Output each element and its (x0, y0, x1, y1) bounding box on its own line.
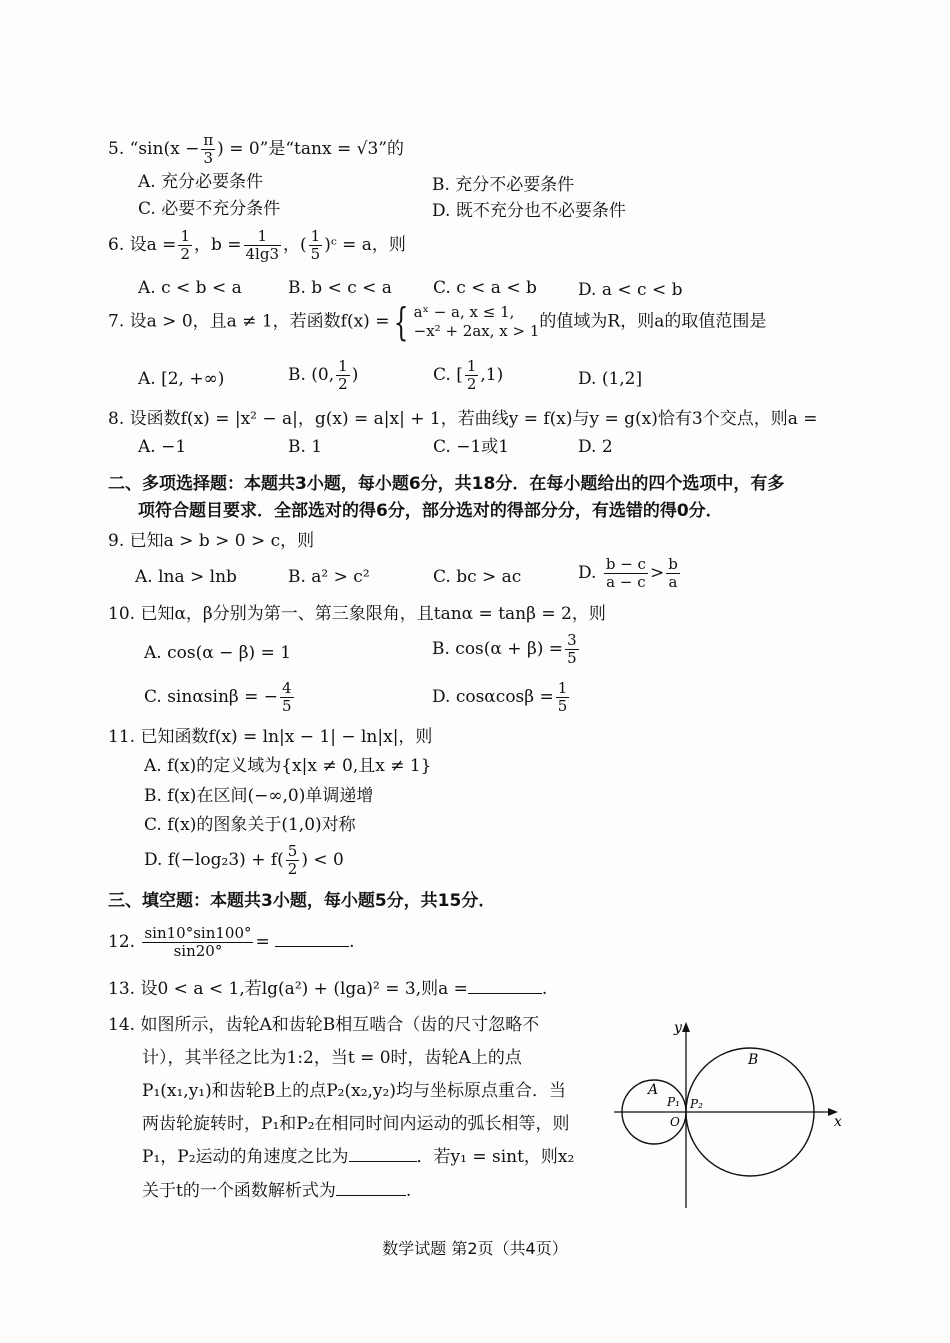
fraction: $\frac{1}{2}$ (338, 357, 348, 393)
gear-a-label: A (648, 1082, 659, 1098)
fraction: $\frac{\pi}{3}$ (203, 131, 214, 167)
question-5-stem: 5. “sin(x − $\frac{\pi}{3}$ ) = 0”是“tanx = √3”的 (108, 131, 404, 167)
fraction: $\frac{b}{a}$ (668, 555, 678, 591)
question-5-option-c: C. 必要不充分条件 (138, 199, 281, 219)
piecewise-cases: aˣ − a, x ≤ 1, −x² + 2ax, x > 1 (413, 303, 540, 340)
fraction: $\frac{1}{2}$ (466, 357, 477, 393)
fraction: $\frac{\sin 10^\circ\sin 100^\circ}{\sin 20^\circ}$ (144, 924, 252, 960)
point-p2-label: P₂ (690, 1097, 703, 1111)
fraction: $\frac{4}{5}$ (282, 679, 292, 715)
question-11-stem: 11. 已知函数f(x) = ln|x − 1| − ln|x|，则 (108, 727, 433, 747)
question-14-line-2: 计），其半径之比为1:2，当t = 0时，齿轮A上的点 (142, 1048, 522, 1068)
question-6-stem: 6. 设a = $\frac{1}{2}$ ，b = $\frac{1}{4\lg 3}$ ，( $\frac{1}{5}$ )ᶜ = a，则 (108, 227, 406, 263)
answer-blank[interactable] (349, 1147, 417, 1162)
question-14-line-6: 关于t的一个函数解析式为 . (142, 1181, 412, 1201)
question-11-option-d: D. f(−log₂3) + f( $\frac{5}{2}$ ) < 0 (144, 842, 344, 878)
question-8-option-a: A. −1 (138, 437, 187, 457)
question-6-option-d: D. a < c < b (578, 280, 683, 300)
fraction: $\frac{b - c}{a - c}$ (605, 555, 646, 591)
gear-figure (612, 1012, 850, 1212)
question-11-option-c: C. f(x)的图象关于(1,0)对称 (144, 815, 356, 835)
question-11-option-b: B. f(x)在区间(−∞,0)单调递增 (144, 786, 374, 806)
fraction: $\frac{5}{2}$ (287, 842, 298, 878)
question-8-option-b: B. 1 (288, 437, 323, 457)
gear-b-label: B (748, 1052, 759, 1068)
answer-blank[interactable] (275, 932, 349, 947)
question-10-stem: 10. 已知α，β分别为第一、第三象限角，且tanα = tanβ = 2，则 (108, 604, 606, 624)
question-6-option-a: A. c < b < a (138, 278, 242, 298)
question-5-option-d: D. 既不充分也不必要条件 (432, 201, 626, 221)
piecewise-brace: { (394, 300, 409, 344)
question-10-option-a: A. cos(α − β) = 1 (144, 643, 292, 663)
origin-label: O (670, 1115, 680, 1129)
question-8-stem: 8. 设函数f(x) = |x² − a|，g(x) = a|x| + 1，若曲线y = f(x)与y = g(x)恰有3个交点，则a = (108, 409, 818, 429)
x-axis-label: x (834, 1114, 842, 1130)
question-11-option-a: A. f(x)的定义域为{x|x ≠ 0,且x ≠ 1} (144, 756, 432, 776)
question-7-stem: 7. 设a > 0，且a ≠ 1，若函数f(x) = { aˣ − a, x ≤ 1, −x² + 2ax, x > 1 的值域为R，则a的取值范围是 (108, 300, 767, 344)
question-number: 5. (108, 139, 125, 159)
y-axis-arrow (682, 1022, 690, 1032)
point-p1-label: P₁ (667, 1095, 680, 1109)
fraction: $\frac{1}{5}$ (557, 679, 568, 715)
question-10-option-c: C. sinαsinβ = − $\frac{4}{5}$ (144, 679, 292, 715)
fraction: $\frac{1}{2}$ (180, 227, 190, 263)
section-2-heading: 二、多项选择题：本题共3小题，每小题6分，共18分．在每小题给出的四个选项中，有多 (108, 474, 785, 494)
page-footer: 数学试题 第2页（共4页） (382, 1239, 568, 1258)
y-axis-label: y (674, 1020, 682, 1036)
answer-blank[interactable] (336, 1181, 406, 1196)
section-3-heading: 三、填空题：本题共3小题，每小题5分，共15分． (108, 891, 496, 911)
question-9-stem: 9. 已知a > b > 0 > c，则 (108, 531, 315, 551)
fraction: $\frac{1}{5}$ (310, 227, 321, 263)
question-9-option-c: C. bc > ac (433, 567, 522, 587)
question-6-option-c: C. c < a < b (433, 278, 537, 298)
question-6-option-b: B. b < c < a (288, 278, 392, 298)
question-9-option-b: B. a² > c² (288, 567, 370, 587)
question-8-option-d: D. 2 (578, 437, 613, 457)
question-12-stem: 12. $\frac{\sin 10^\circ\sin 100^\circ}{\sin 20^\circ}$ = . (108, 924, 355, 960)
question-14-line-4: 两齿轮旋转时，P₁和P₂在相同时间内运动的弧长相等，则 (142, 1114, 570, 1134)
fraction: $\frac{1}{4\lg 3}$ (245, 227, 280, 263)
question-7-option-b: B. (0, $\frac{1}{2}$ ) (288, 357, 359, 393)
question-14-line-5: P₁，P₂运动的角速度之比为 ．若y₁ = sint，则x₂ (142, 1147, 575, 1167)
question-7-option-a: A. [2, +∞) (138, 369, 225, 389)
answer-blank[interactable] (468, 979, 542, 994)
fraction: $\frac{3}{5}$ (567, 631, 577, 667)
question-14-line-1: 14. 如图所示，齿轮A和齿轮B相互啮合（齿的尺寸忽略不 (108, 1015, 540, 1035)
question-14-line-3: P₁(x₁,y₁)和齿轮B上的点P₂(x₂,y₂)均与坐标原点重合．当 (142, 1081, 566, 1101)
question-13-stem: 13. 设0 < a < 1,若lg(a²) + (lga)² = 3,则a = . (108, 979, 548, 999)
question-10-option-d: D. cosαcosβ = $\frac{1}{5}$ (432, 679, 568, 715)
question-7-option-d: D. (1,2] (578, 369, 643, 389)
question-7-option-c: C. [ $\frac{1}{2}$ ,1) (433, 357, 504, 393)
question-5-option-a: A. 充分必要条件 (138, 172, 264, 192)
question-8-option-c: C. −1或1 (433, 437, 510, 457)
question-9-option-a: A. lna > lnb (135, 567, 237, 587)
question-5-option-b: B. 充分不必要条件 (432, 175, 575, 195)
question-10-option-b: B. cos(α + β) = $\frac{3}{5}$ (432, 631, 577, 667)
question-9-option-d: D. $\frac{b - c}{a - c}$ > $\frac{b}{a}$ (578, 555, 678, 591)
section-2-heading-cont: 项符合题目要求．全部选对的得6分，部分选对的得部分分，有选错的得0分． (138, 501, 723, 521)
